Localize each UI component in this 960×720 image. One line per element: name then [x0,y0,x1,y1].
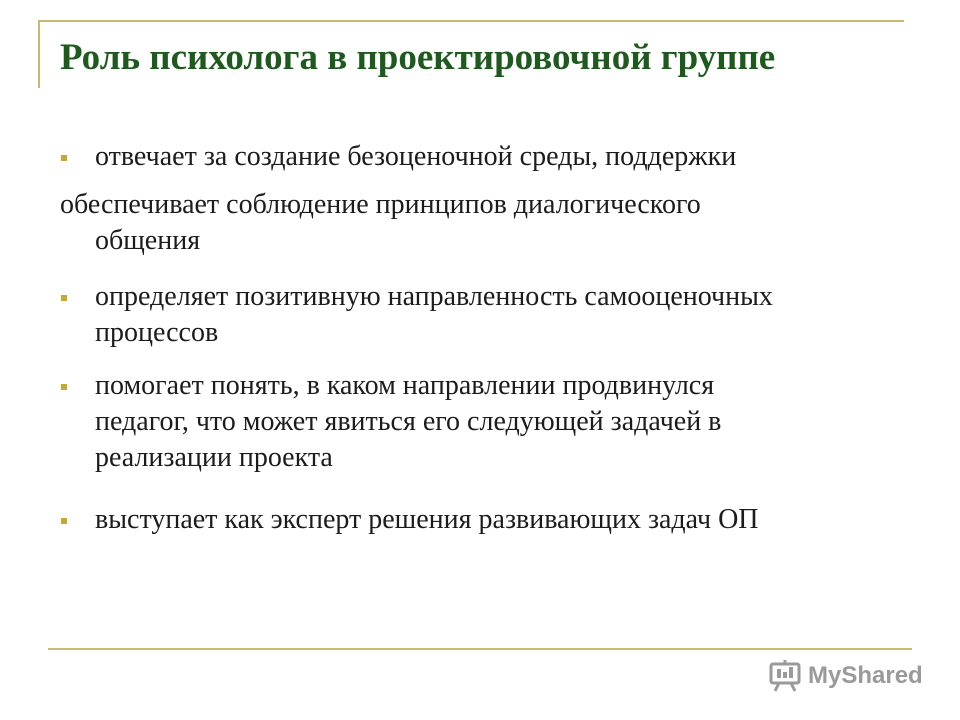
bullet-line: общения [95,225,201,256]
slide-title: Роль психолога в проектировочной группе [60,37,776,78]
bullet-marker [61,384,67,390]
bullet-marker [61,155,67,161]
bullet-item [95,279,945,351]
bullet-line: помогает понять, в каком направлении продвинулся [95,370,715,401]
bullet-item [95,368,945,476]
left-rule [38,20,40,88]
top-rule [38,20,904,22]
watermark [768,656,923,696]
bottom-rule [48,648,912,650]
bullet-line: реализации проекта [95,442,333,473]
bullet-line: отвечает за создание безоценочной среды, поддержки [95,141,737,172]
bullet-item [60,187,910,259]
bullet-line: процессов [95,317,219,348]
bullet-marker [61,295,67,301]
bullet-line: определяет позитивную направленность самооценочных [95,281,773,312]
watermark-text: MyShared [808,662,923,689]
bullet-line: педагог, что может явиться его следующей задачей в [95,406,722,437]
bullet-item [95,139,945,175]
presentation-board-icon [768,659,802,693]
bullet-line: выступает как эксперт решения развивающих задач ОП [95,504,759,535]
bullet-marker [61,518,67,524]
bullet-item [95,502,945,538]
bullet-line: обеспечивает соблюдение принципов диалогического [60,189,701,220]
